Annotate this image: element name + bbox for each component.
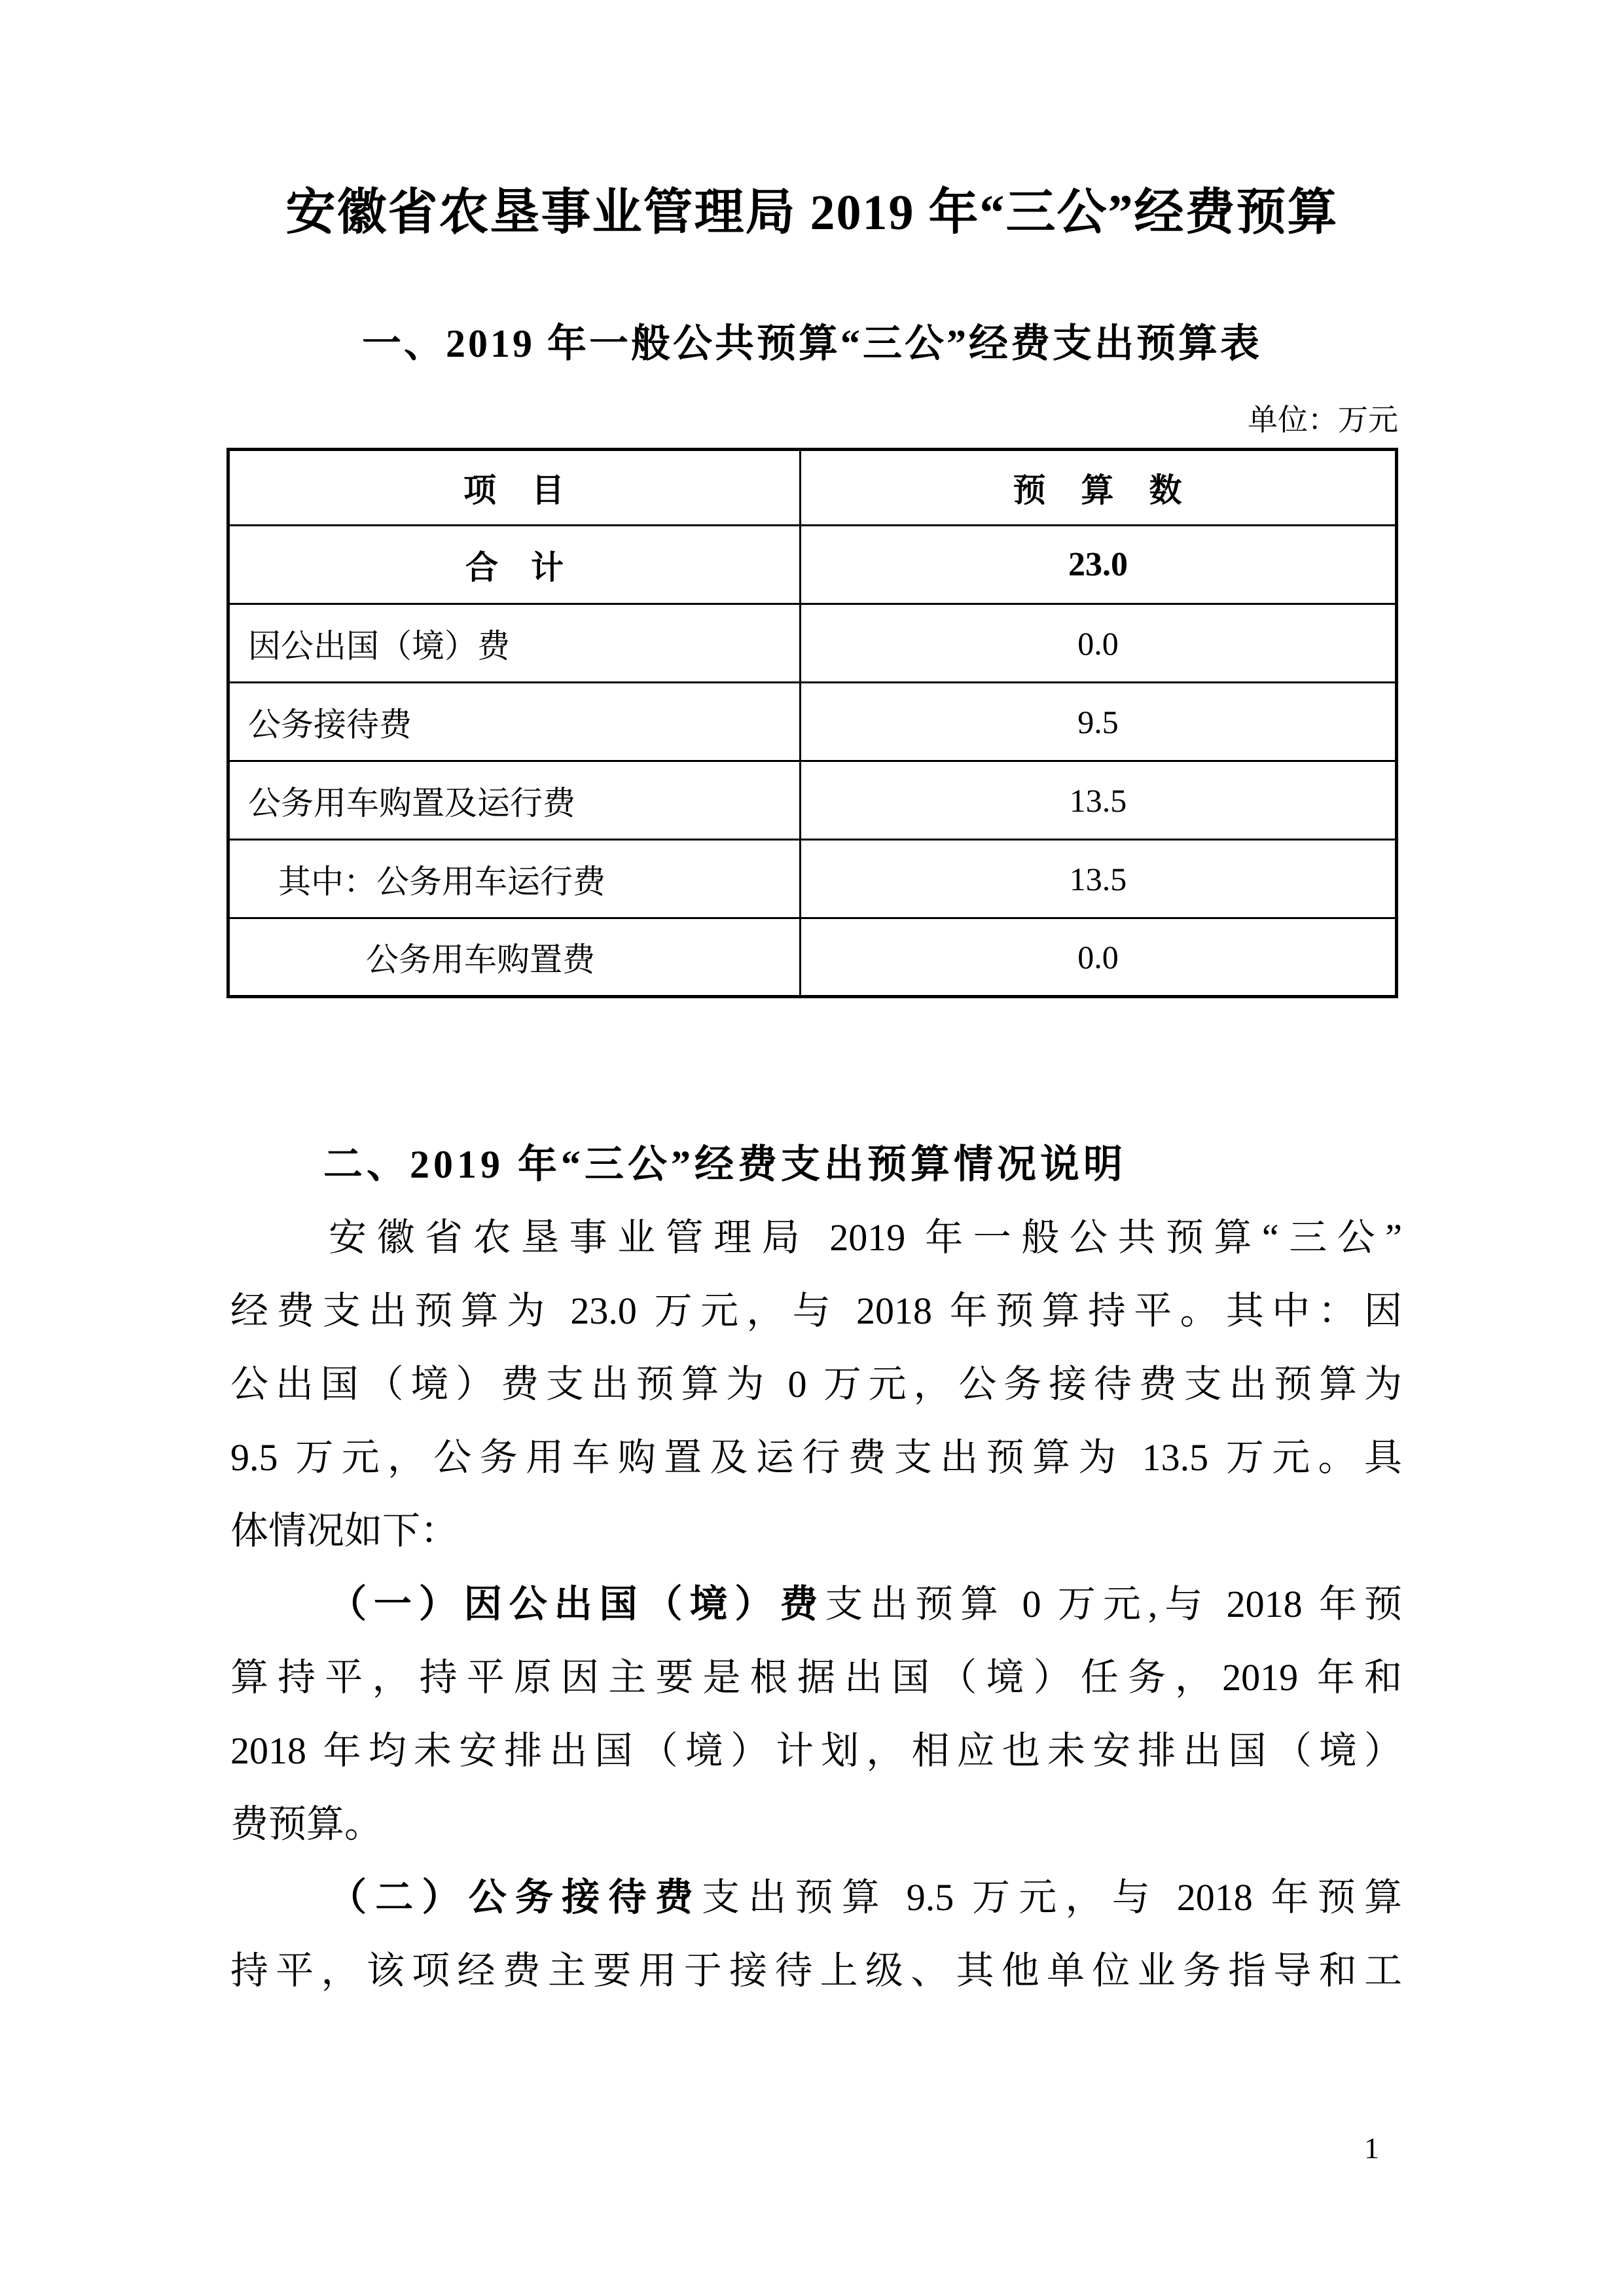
paragraph-line: 公出国（境）费支出预算为 0 万元，公务接待费支出预算为 — [230, 1363, 1402, 1405]
row-value: 0.0 — [801, 604, 1397, 683]
para2-bold-lead: （一）因公出国（境）费 — [329, 1583, 825, 1625]
column-header-item: 项 目 — [228, 450, 801, 526]
row-label: 因公出国（境）费 — [228, 604, 801, 683]
section2-heading: 二、2019 年“三公”经费支出预算情况说明 — [323, 1143, 1127, 1186]
paragraph-line: 算持平，持平原因主要是根据出国（境）任务，2019 年和 — [230, 1656, 1402, 1699]
paragraph-line: 9.5 万元，公务用车购置及运行费支出预算为 13.5 万元。具 — [230, 1436, 1402, 1479]
row-label: 其中：公务用车运行费 — [228, 840, 801, 918]
table-row-total — [228, 526, 1397, 604]
para2-line1-rest: 支出预算 0 万元,与 2018 年预 — [825, 1583, 1402, 1625]
paragraph-line — [230, 1568, 1402, 1641]
row-label: 公务用车购置及运行费 — [228, 761, 801, 840]
table-row — [228, 918, 1397, 997]
section1-heading: 一、2019 年一般公共预算“三公”经费支出预算表 — [362, 322, 1262, 365]
row-label: 公务用车购置费 — [228, 918, 801, 997]
paragraph-line: 2018 年均未安排出国（境）计划，相应也未安排出国（境） — [230, 1729, 1402, 1772]
row-value: 9.5 — [801, 683, 1397, 761]
paragraph-line: 持平，该项经费主要用于接待上级、其他单位业务指导和工 — [230, 1949, 1402, 1992]
row-label: 合 计 — [228, 526, 801, 604]
column-header-budget: 预 算 数 — [801, 450, 1397, 526]
document-title: 安徽省农垦事业管理局 2019 年“三公”经费预算 — [285, 185, 1339, 240]
table-header-row — [228, 450, 1397, 526]
para3-bold-lead: （二）公务接待费 — [329, 1876, 702, 1919]
row-value: 23.0 — [801, 526, 1397, 604]
paragraph-line: 体情况如下： — [230, 1509, 459, 1552]
paragraph-line — [230, 1861, 1402, 1934]
row-value: 13.5 — [801, 761, 1397, 840]
row-value: 0.0 — [801, 918, 1397, 997]
paragraph-line: 经费支出预算为 23.0 万元，与 2018 年预算持平。其中：因 — [230, 1290, 1402, 1332]
row-value: 13.5 — [801, 840, 1397, 918]
table-row — [228, 761, 1397, 840]
table-row — [228, 840, 1397, 918]
row-label: 公务接待费 — [228, 683, 801, 761]
paragraph-line: 安徽省农垦事业管理局 2019 年一般公共预算“三公” — [329, 1216, 1402, 1259]
budget-table — [226, 448, 1398, 998]
unit-note: 单位：万元 — [1248, 403, 1398, 437]
section2-body — [230, 1128, 1402, 2008]
table-row — [228, 604, 1397, 683]
para3-line1-rest: 支出预算 9.5 万元，与 2018 年预算 — [702, 1876, 1402, 1919]
paragraph-line: 费预算。 — [230, 1803, 383, 1845]
table-row — [228, 683, 1397, 761]
page-number: 1 — [1364, 2131, 1379, 2165]
